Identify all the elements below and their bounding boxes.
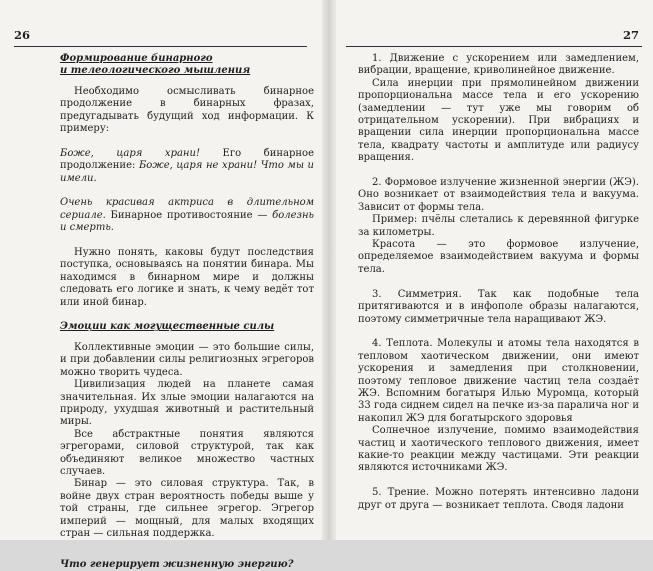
heading-line: и телеологического мышления	[60, 65, 251, 77]
paragraph: 5. Трение. Можно потерять интенсивно ладони друг от друга — возникает теплота. Сводя ладони	[358, 487, 639, 511]
example-italic: Очень красивая актриса в длительном сериале.	[60, 197, 314, 221]
paragraph: 3. Симметрия. Так как подобные тела притягиваются и в инфополе образы налагаются, поэтому симметричные тела наращивают ЖЭ.	[358, 288, 639, 325]
left-page-text	[60, 53, 314, 571]
section-heading	[60, 53, 314, 78]
book-gutter	[322, 0, 336, 540]
paragraph: Солнечное излучение, помимо взаимодействия частиц и хаотического теплового движения, имеет какие-то реакции между частицами. Эти реакции являются источниками ЖЭ.	[358, 425, 639, 474]
section-heading: Что генерирует жизненную энергию?	[60, 558, 294, 570]
paragraph: 2. Формовое излучение жизненной энергии (ЖЭ). Оно возникает от взаимодействия тела и вакуума. Зависит от формы тела.	[358, 177, 639, 213]
paragraph: Все абстрактные понятия являются эгрегорами, силовой структурой, так как объединяют великое множество частных случаев.	[60, 428, 314, 477]
paragraph: Красота — это формовое излучение, определяемое взаимодействием вакуума и формы тела.	[358, 239, 639, 275]
page-number: 26	[14, 28, 31, 42]
header-rule	[346, 46, 642, 47]
example-text: Бинарное противостояние —	[105, 209, 273, 221]
paragraph: Цивилизация людей на планете самая значительная. Их злые эмоции налагаются на природу, ухудшая животный и растительный миры.	[60, 379, 314, 428]
example-italic: болезнь и смерть.	[60, 209, 314, 234]
paragraph: Необходимо осмысливать бинарное продолжение в бинарных фразах, предугадывать будущий ход информации. К примеру:	[60, 85, 314, 135]
section-heading: Эмоции как могущественные силы	[60, 321, 275, 333]
right-page-text	[358, 53, 639, 512]
example-paragraph	[60, 148, 314, 185]
paragraph: Нужно понять, каковы будут последствия поступка, основываясь на понятии бинара. Мы находимся в бинарном мире и должны следовать его логике и знать, к чему ведёт тот или иной бинар.	[60, 247, 314, 308]
example-text: Его бинарное продолжение:	[60, 147, 314, 172]
paragraph: 1. Движение с ускорением или замедлением, вибрации, вращение, криволинейное движение.	[358, 53, 639, 77]
paragraph: Пример: пчёлы слетались к деревянной фигурке за километры.	[358, 214, 639, 238]
example-italic: Боже, царя храни!	[60, 147, 200, 159]
example-paragraph	[60, 197, 314, 234]
paragraph: Бинар — это силовая структура. Так, в войне двух стран вероятность победы выше у той страны, где сильнее эгрегор. Эгрегор империй — мощный, для малых входящих стран — сильная поддержка.	[60, 478, 314, 539]
page-number: 27	[622, 28, 639, 42]
left-page	[0, 0, 322, 570]
paragraph: 4. Теплота. Молекулы и атомы тела находятся в тепловом хаотическом движении, они имеют ускорения и замедления при столкновении, поэтому тепловое движение частиц тела создаёт ЖЭ. Вспомним богатыря Илью Муромца, который 33 года сиднем сидел на печке из-за паралича ног и накопил ЖЭ для богатырского здоровья	[358, 338, 639, 424]
paragraph: Сила инерции при прямолинейном движении пропорциональна массе тела и его ускорению (замедлении — тут уже мы говорим об отрицательном ускорении). При вибрациях и вращении сила инерции пропорциональна массе тела, квадрату частоты и амплитуде или радиусу вращения.	[358, 77, 639, 164]
header-rule	[14, 46, 307, 47]
heading-line: Формирование бинарного	[60, 53, 213, 64]
example-italic: Боже, царя не храни! Что мы и имели.	[60, 160, 315, 184]
paragraph: Коллективные эмоции — это большие силы, и при добавлении силы религиозных эгрегоров можно творить чудеса.	[60, 341, 314, 378]
right-page	[336, 0, 653, 540]
